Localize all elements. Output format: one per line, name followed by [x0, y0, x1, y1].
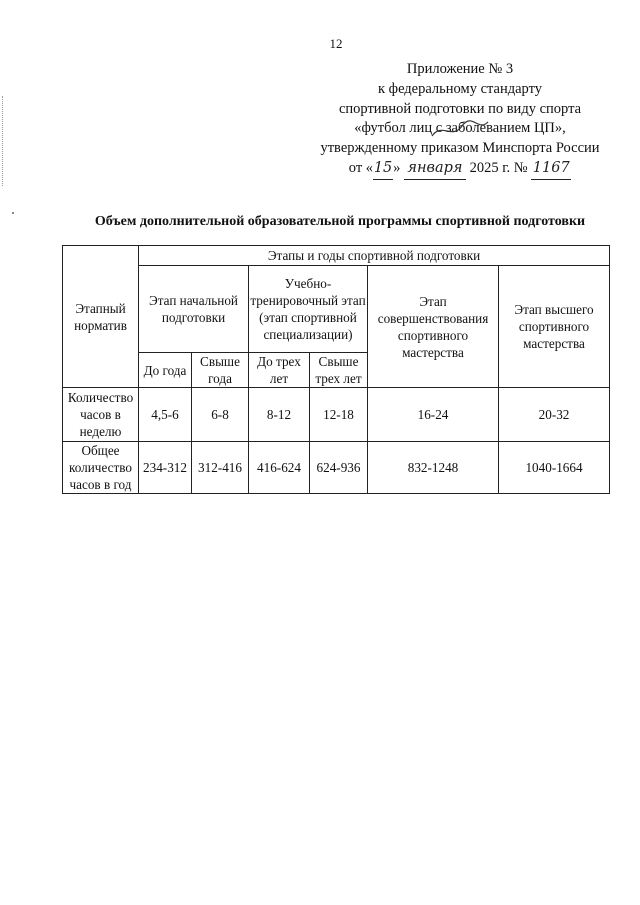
- subheader-over-three-years: Свыше трех лет: [310, 353, 368, 388]
- appendix-line-5: утвержденному приказом Минспорта России: [320, 140, 600, 157]
- handwritten-order-number: 1167: [531, 159, 571, 180]
- subheader-up-to-three-years: До трех лет: [249, 353, 310, 388]
- row-label: Общее количество часов в год: [63, 442, 139, 494]
- handwritten-day: 15: [373, 159, 393, 180]
- header-stage-normative: Этапный норматив: [63, 246, 139, 388]
- header-training-stage: Учебно-тренировочный этап (этап спортивной специализации): [249, 266, 368, 353]
- table-cell: 234-312: [139, 442, 192, 494]
- subheader-up-to-year: До года: [139, 353, 192, 388]
- scan-speck: [12, 212, 14, 214]
- document-title: Объем дополнительной образовательной программы спортивной подготовки: [94, 214, 586, 229]
- table-cell: 624-936: [310, 442, 368, 494]
- date-mid: »: [393, 159, 404, 176]
- year-text: 2025 г. №: [465, 159, 532, 176]
- table-row: [63, 388, 610, 442]
- table-cell: 312-416: [192, 442, 249, 494]
- subheader-over-year: Свыше года: [192, 353, 249, 388]
- table-cell: 20-32: [499, 388, 610, 442]
- table-cell: 6-8: [192, 388, 249, 442]
- date-prefix: от «: [348, 159, 374, 176]
- table-cell: 832-1248: [368, 442, 499, 494]
- table-row: [63, 442, 610, 494]
- header-higher-stage: Этап высшего спортивного мастерства: [499, 266, 610, 388]
- appendix-line-2: к федеральному стандарту: [378, 80, 542, 97]
- table-cell: 12-18: [310, 388, 368, 442]
- table-cell: 416-624: [249, 442, 310, 494]
- appendix-line-3: спортивной подготовки по виду спорта: [338, 100, 582, 117]
- header-initial-stage: Этап начальной подготовки: [139, 266, 249, 353]
- table-cell: 16-24: [368, 388, 499, 442]
- appendix-line-1: Приложение № 3: [406, 61, 514, 77]
- appendix-date-line: [300, 159, 620, 180]
- row-label: Количество часов в неделю: [63, 388, 139, 442]
- table-cell: 4,5-6: [139, 388, 192, 442]
- header-improvement-stage: Этап совершенствования спортивного мастерства: [368, 266, 499, 388]
- header-stages-years: Этапы и годы спортивной подготовки: [139, 246, 610, 266]
- page-number: 12: [329, 36, 343, 51]
- appendix-line-4: «футбол лиц с заболеванием ЦП»,: [354, 120, 566, 137]
- standards-table: [62, 245, 610, 494]
- scan-margin-marks: [2, 96, 5, 186]
- table-cell: 1040-1664: [499, 442, 610, 494]
- handwriting-scribble: [430, 118, 490, 142]
- handwritten-month: января: [404, 159, 466, 180]
- table-cell: 8-12: [249, 388, 310, 442]
